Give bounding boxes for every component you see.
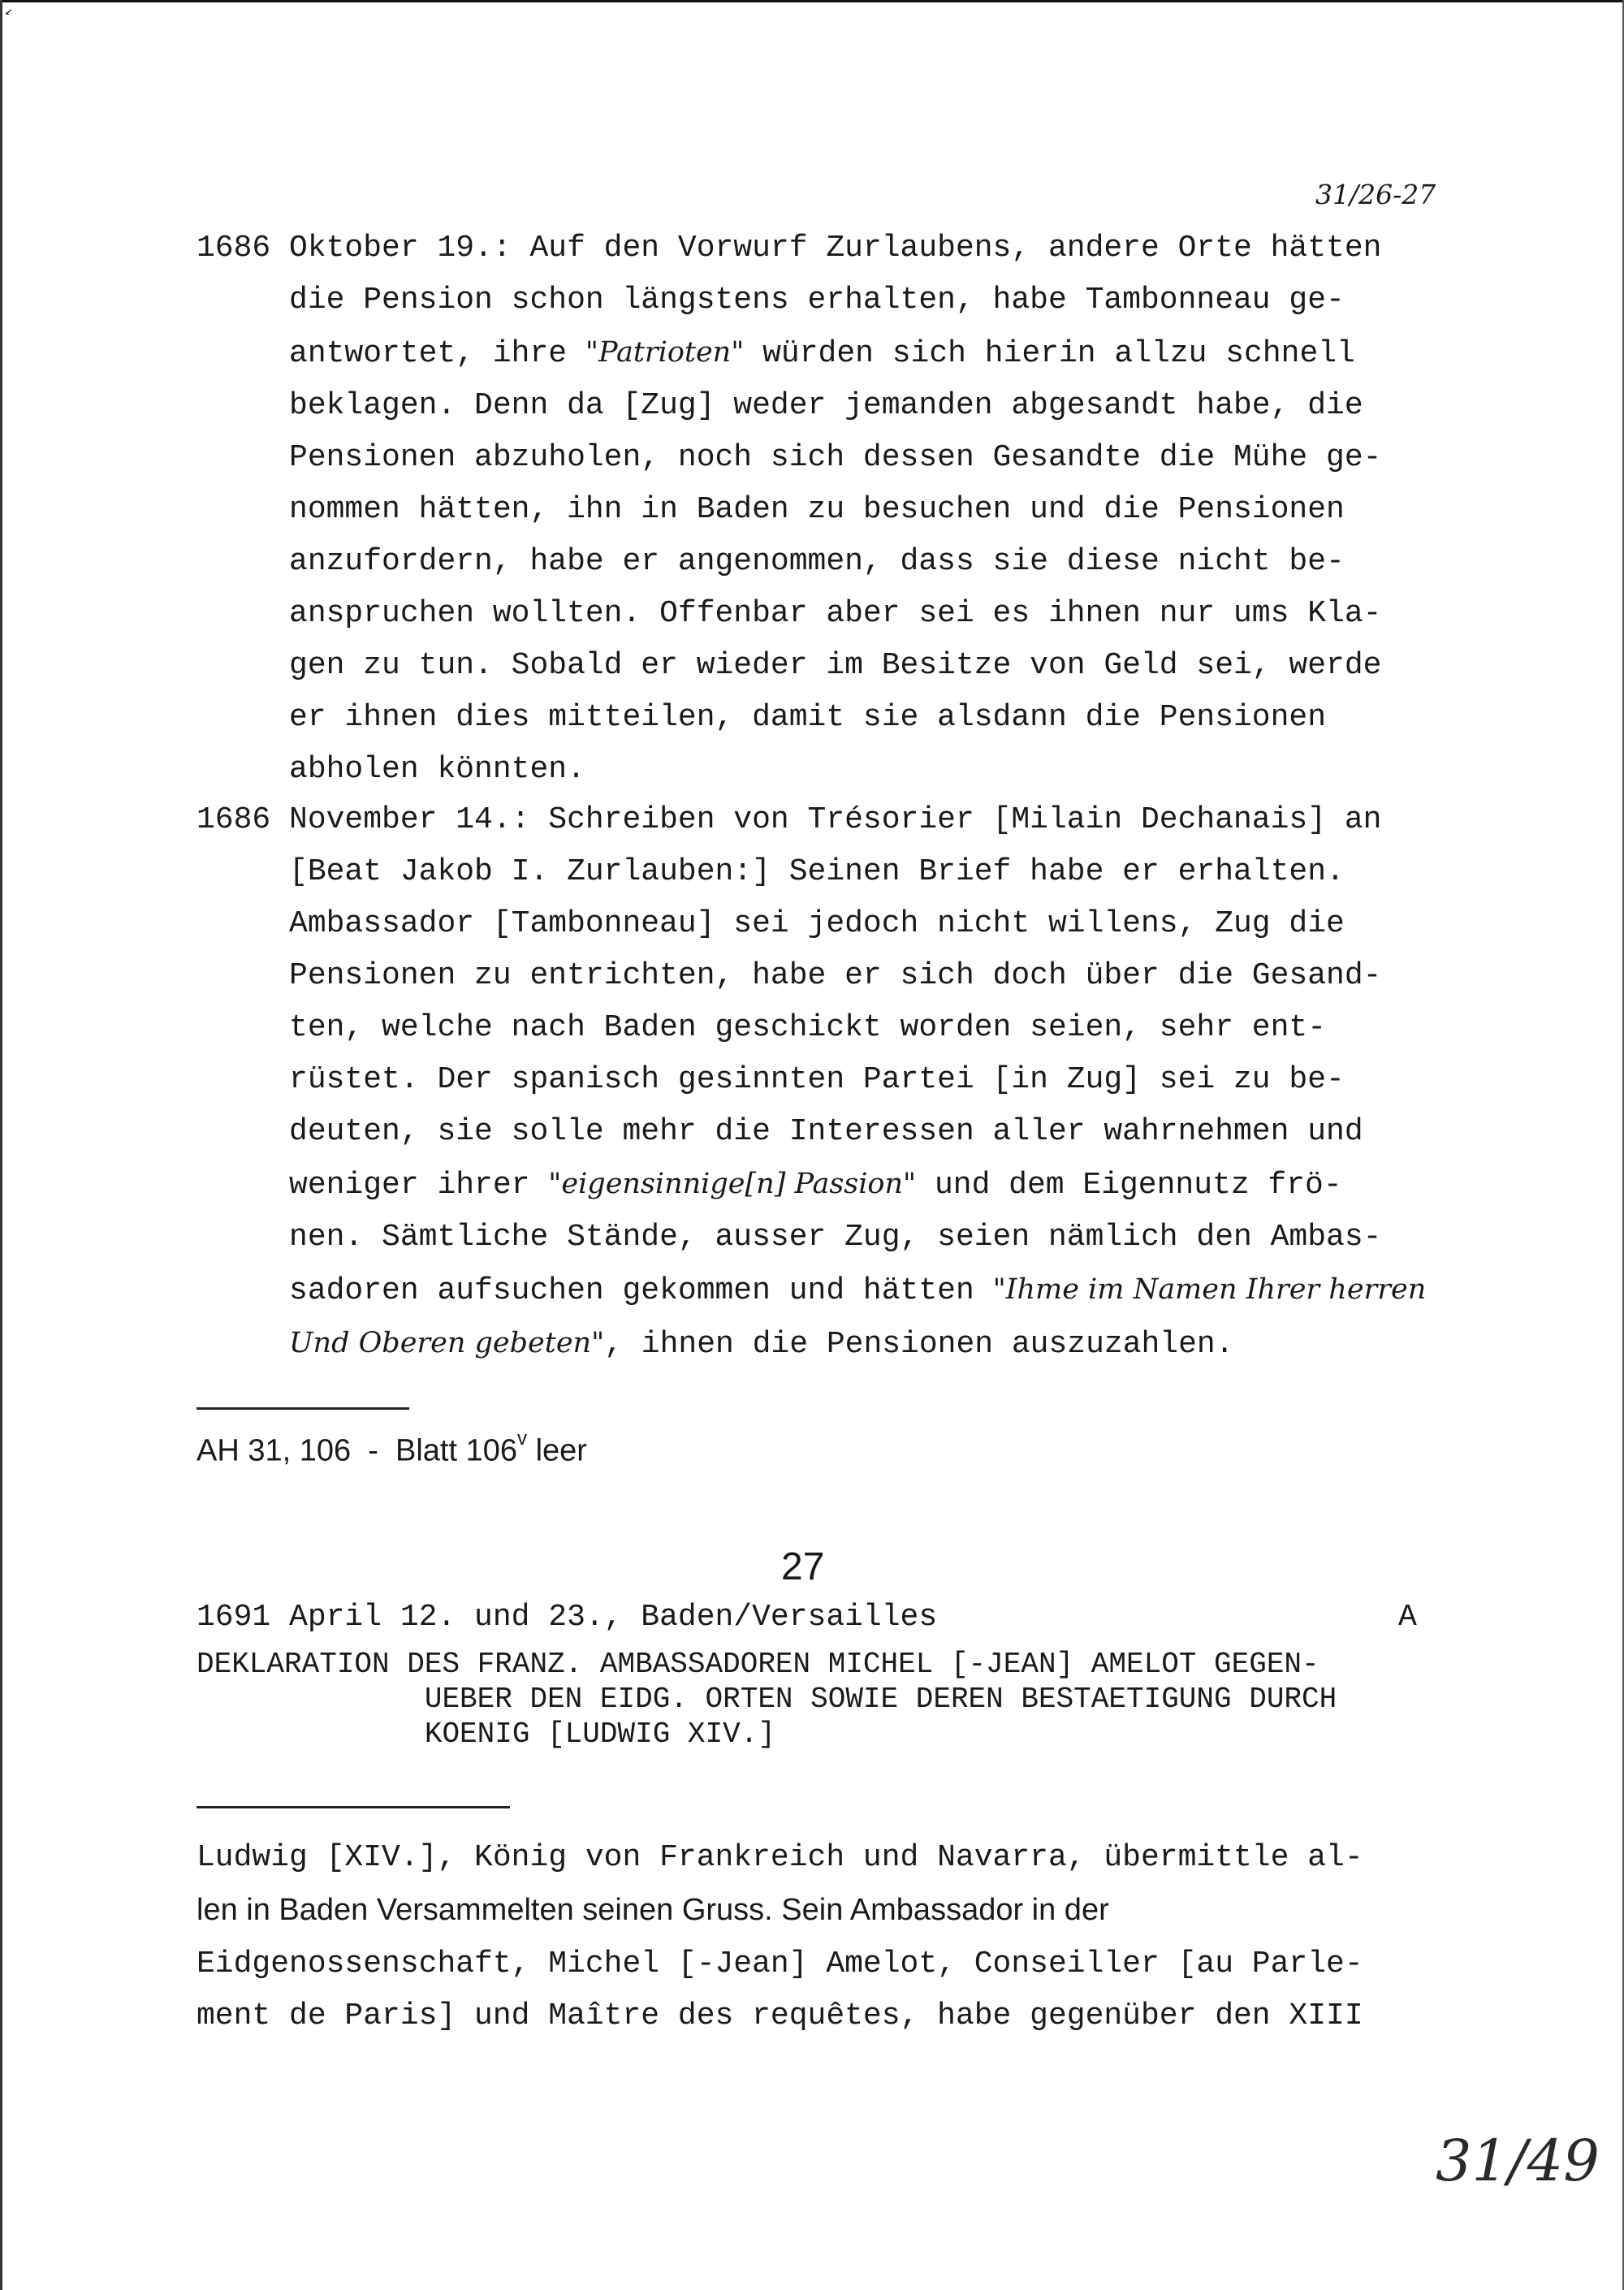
line: würden sich hierin allzu schnell (744, 336, 1355, 371)
line: nen. Sämtliche Stände, ausser Zug, seien nämlich den Ambas- (197, 1220, 1382, 1255)
line: 1686 November 14.: Schreiben von Trésorier [Milain Dechanais] an (197, 802, 1382, 837)
quote-ihme: "Ihme im Namen Ihrer herren (992, 1273, 1427, 1306)
line: nommen hätten, ihn in Baden zu besuchen und die Pensionen (197, 492, 1345, 527)
line: len in Baden V (197, 1893, 396, 1927)
line: rüstet. Der spanisch gesinnten Partei [in Zug] sei zu be- (197, 1062, 1345, 1097)
line: abholen könnten. (197, 752, 585, 787)
title-line: UEBER DEN EIDG. ORTEN SOWIE DEREN BESTAETIGUNG DURCH (197, 1683, 1337, 1716)
footnote-superscript: v (517, 1428, 528, 1450)
line: anspruchen wollten. Offenbar aber sei es ihnen nur ums Kla- (197, 596, 1382, 631)
line: weniger ihrer (197, 1168, 549, 1203)
line: Ludwig [XIV.], König von Frankreich und Navarra, übermittle al- (197, 1840, 1363, 1875)
quote-passion: "eigensinnige[n] Passion" (548, 1168, 917, 1200)
line: Eidgenossenschaft, Michel [-Jean] Amelot, Conseiller [au Parle- (197, 1946, 1363, 1981)
line: Pensionen abzuholen, noch sich dessen Gesandte die Mühe ge- (197, 440, 1382, 475)
entry-1686-november (197, 794, 1426, 1371)
line (197, 1327, 289, 1362)
entry-1691-summary (197, 1832, 1363, 2042)
reference-number: 31/26-27 (1315, 179, 1436, 210)
footnote-after: leer (527, 1433, 587, 1468)
line: anzufordern, habe er angenommen, dass sie diese nicht be- (197, 544, 1345, 579)
line: ment de Paris] und Maître des requêtes, habe gegenüber den XIII (197, 1998, 1363, 2033)
line: gen zu tun. Sobald er wieder im Besitze von Geld sei, werde (197, 648, 1382, 683)
document-title (197, 1647, 1337, 1752)
line: er ihnen dies mitteilen, damit sie alsdann die Pensionen (197, 700, 1327, 735)
footnote-text: AH 31, 106 - Blatt 106 (197, 1433, 518, 1468)
quote-patrioten: "Patrioten" (585, 336, 745, 369)
line: antwortet, ihre (197, 336, 585, 371)
document-number: 27 (781, 1545, 825, 1588)
line: ten, welche nach Baden geschickt worden seien, sehr ent- (197, 1010, 1327, 1045)
scan-edge-top (0, 0, 1624, 2)
scan-edge-left (0, 0, 2, 2290)
line: , ihnen die Pensionen auszuzahlen. (604, 1327, 1234, 1362)
section-rule (197, 1806, 510, 1808)
line: Ambassador [Tambonneau] sei jedoch nicht willens, Zug die (197, 906, 1345, 941)
title-line: DEKLARATION DES FRANZ. AMBASSADOREN MICHEL [-JEAN] AMELOT GEGEN- (197, 1648, 1320, 1681)
line: [Beat Jakob I. Zurlauben:] Seinen Brief habe er erhalten. (197, 854, 1345, 889)
title-line: KOENIG [LUDWIG XIV.] (197, 1718, 775, 1751)
line: Pensionen zu entrichten, habe er sich doch über die Gesand- (197, 958, 1382, 993)
quote-oberen: Und Oberen gebeten" (289, 1327, 605, 1359)
handwritten-page-number: 31/49 (1436, 2128, 1600, 2194)
line: sadoren aufsuchen gekommen und hätten (197, 1273, 993, 1308)
line: die Pension schon längstens erhalten, habe Tambonneau ge- (197, 283, 1345, 318)
line: beklagen. Denn da [Zug] weder jemanden abgesandt habe, die (197, 388, 1363, 423)
document-date: 1691 April 12. und 23., Baden/Versailles (197, 1600, 938, 1635)
line: 1686 Oktober 19.: Auf den Vorwurf Zurlaubens, andere Orte hätten (197, 231, 1382, 266)
line: und dem Eigennutz frö- (916, 1168, 1342, 1203)
line: ersammelten seinen Gruss. Sein Ambassador in der (395, 1893, 1109, 1927)
line: deuten, sie solle mehr die Interessen aller wahrnehmen und (197, 1114, 1363, 1149)
corner-mark: ↙ (5, 4, 13, 19)
entry-1686-october (197, 223, 1381, 796)
footnote (197, 1423, 587, 1472)
footnote-rule (197, 1407, 409, 1410)
document-letter: A (1398, 1600, 1417, 1635)
